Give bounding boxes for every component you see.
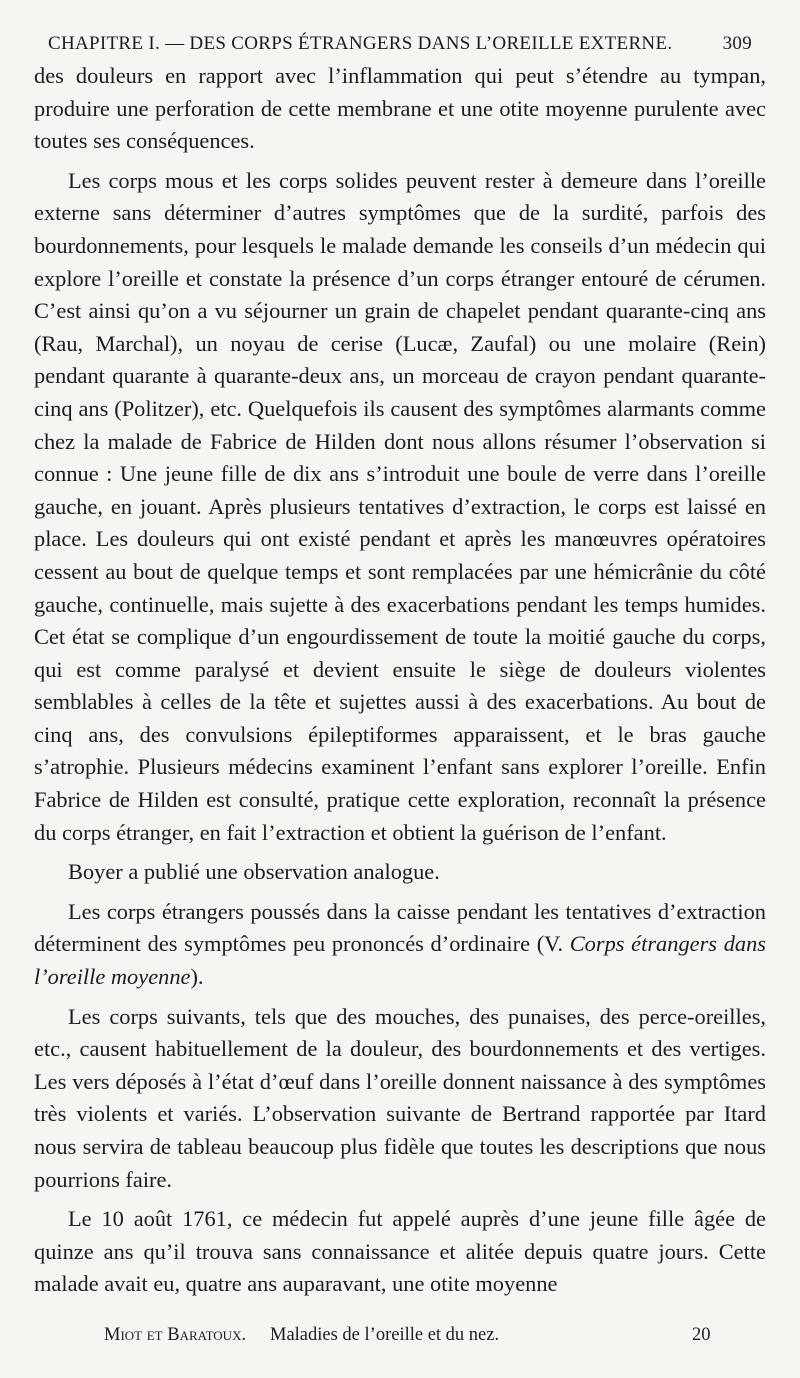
paragraph-corps-mous: Les corps mous et les corps solides peuvent rester à demeure dans l’oreille externe sans déterminer d’autres symptômes que de la surdité, parfois des bourdonnements, pour lesquels le malade demande les conseils d’un médecin qui explore l’oreille et constate la présence d’un corps étranger entouré de cérumen. C’est ainsi qu’on a vu séjourner un grain de chapelet pendant quarante-cinq ans (Rau, Marchal), un noyau de cerise (Lucæ, Zaufal) ou une molaire (Rein) pendant quarante à quarante-deux ans, un morceau de crayon pendant quarante-cinq ans (Politzer), etc. Quelquefois ils causent des symptômes alarmants comme chez la malade de Fabrice de Hilden dont nous allons résumer l’observation si connue : Une jeune fille de dix ans s’introduit une boule de verre dans l’oreille gauche, en jouant. Après plusieurs tentatives d’extraction, le corps est laissé en place. Les douleurs qui ont existé pendant et après les manœuvres opératoires cessent au bout de quelque temps et sont remplacées par une hémicrânie du côté gauche, continuelle, mais sujette à des exacerbations pendant les temps humides. Cet état se complique d’un engourdissement de toute la moitié gauche du corps, qui est comme paralysé et devient ensuite le siège de douleurs violentes semblables à celles de la tête et sujettes aussi à des exacerbations. Au bout de cinq ans, des convulsions épileptiformes apparaissent, et le bras gauche s’atrophie. Plusieurs médecins examinent l’enfant sans explorer l’oreille. Enfin Fabrice de Hilden est consulté, pratique cette exploration, reconnaît la présence du corps étranger, en fait l’extraction et obtient la guérison de l’enfant. <box>34 167 766 845</box>
running-head <box>34 30 766 60</box>
paragraph-caisse <box>34 896 766 994</box>
cross-reference-italic: Corps étrangers dans l’oreille moyenne <box>34 931 766 990</box>
footer-book-title: Maladies de l’oreille et du nez. <box>270 1325 500 1345</box>
paragraph-observation: Le 10 août 1761, ce médecin fut appelé auprès d’une jeune fille âgée de quinze ans qu’il trouva sans connaissance et alitée depuis quatre jours. Cette malade avait eu, quatre ans auparavant, une otite moyenne <box>34 1206 766 1297</box>
chapter-title: CHAPITRE I. — DES CORPS ÉTRANGERS DANS L’OREILLE EXTERNE. <box>48 33 673 54</box>
paragraph-caisse-end: ). <box>190 964 204 990</box>
paragraph-caisse-text: Les corps étrangers poussés dans la caisse pendant les tentatives d’extraction déterminent des symptômes peu prononcés d’ordinaire (V. <box>34 898 766 957</box>
paragraph-insectes: Les corps suivants, tels que des mouches, des punaises, des perce-oreilles, etc., causent habituellement de la douleur, des bourdonnements et des vertiges. Les vers déposés à l’état d’œuf dans l’oreille donnent naissance à des symptômes très violents et variés. L’observation suivante de Bertrand rapportée par Itard nous servira de tableau beaucoup plus fidèle que toutes les descriptions que nous pourrions faire. <box>34 1003 766 1192</box>
footer-sheet-number: 20 <box>692 1325 711 1345</box>
page-footer <box>0 1325 800 1353</box>
paragraph-continued: des douleurs en rapport avec l’inflammation qui peut s’étendre au tympan, produire une perforation de cette membrane et une otite moyenne purulente avec toutes ses conséquences. <box>34 63 766 154</box>
page-number: 309 <box>722 33 752 54</box>
paragraph-boyer: Boyer a publié une observation analogue. <box>68 859 440 885</box>
footer-authors: Miot et Baratoux. <box>104 1325 247 1345</box>
body-text <box>34 60 766 1301</box>
